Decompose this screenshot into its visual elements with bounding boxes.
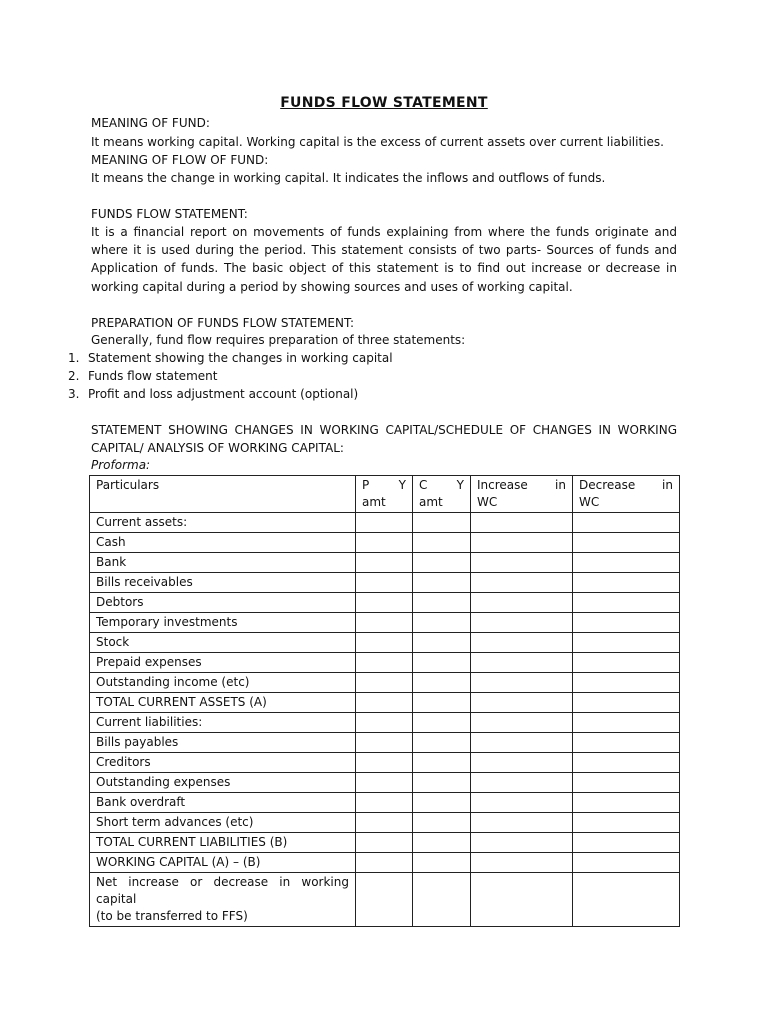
increase-cell bbox=[471, 773, 573, 793]
increase-cell bbox=[471, 873, 573, 927]
cy-cell bbox=[413, 713, 471, 733]
table-row bbox=[90, 713, 680, 733]
page-title: FUNDS FLOW STATEMENT bbox=[280, 95, 488, 111]
row-label: Current assets: bbox=[90, 513, 356, 533]
table-row bbox=[90, 513, 680, 533]
header-decrease-wc: WC bbox=[579, 495, 600, 509]
py-cell bbox=[356, 553, 413, 573]
table-row bbox=[90, 613, 680, 633]
increase-cell bbox=[471, 573, 573, 593]
cy-cell bbox=[413, 813, 471, 833]
net-change-note: (to be transferred to FFS) bbox=[96, 909, 248, 923]
increase-cell bbox=[471, 613, 573, 633]
decrease-cell bbox=[573, 573, 680, 593]
decrease-cell bbox=[573, 773, 680, 793]
working-capital-table bbox=[89, 475, 680, 927]
row-label: Bank overdraft bbox=[90, 793, 356, 813]
net-change-label: Net increase or decrease in working capital bbox=[96, 875, 349, 906]
list-item-text: Funds flow statement bbox=[88, 369, 218, 383]
row-label: Current liabilities: bbox=[90, 713, 356, 733]
header-decrease-in: in bbox=[662, 478, 673, 492]
py-cell bbox=[356, 753, 413, 773]
meaning-of-fund-heading: MEANING OF FUND: bbox=[91, 116, 210, 130]
cy-cell bbox=[413, 833, 471, 853]
table-row bbox=[90, 793, 680, 813]
header-py-y: Y bbox=[398, 478, 406, 492]
decrease-cell bbox=[573, 513, 680, 533]
cy-cell bbox=[413, 653, 471, 673]
decrease-cell bbox=[573, 833, 680, 853]
table-row bbox=[90, 753, 680, 773]
decrease-cell bbox=[573, 553, 680, 573]
increase-cell bbox=[471, 533, 573, 553]
list-item bbox=[68, 387, 358, 401]
increase-cell bbox=[471, 813, 573, 833]
row-label: TOTAL CURRENT LIABILITIES (B) bbox=[90, 833, 356, 853]
py-cell bbox=[356, 573, 413, 593]
increase-cell bbox=[471, 653, 573, 673]
py-cell bbox=[356, 633, 413, 653]
py-cell bbox=[356, 733, 413, 753]
cy-cell bbox=[413, 853, 471, 873]
header-decrease bbox=[573, 476, 680, 513]
increase-cell bbox=[471, 833, 573, 853]
table-row bbox=[90, 553, 680, 573]
header-decrease-word: Decrease bbox=[579, 478, 636, 492]
row-label: Temporary investments bbox=[90, 613, 356, 633]
row-label: Prepaid expenses bbox=[90, 653, 356, 673]
increase-cell bbox=[471, 693, 573, 713]
cy-cell bbox=[413, 793, 471, 813]
decrease-cell bbox=[573, 733, 680, 753]
cy-cell bbox=[413, 593, 471, 613]
row-label: WORKING CAPITAL (A) – (B) bbox=[90, 853, 356, 873]
decrease-cell bbox=[573, 593, 680, 613]
increase-cell bbox=[471, 753, 573, 773]
meaning-of-flow-heading: MEANING OF FLOW OF FUND: bbox=[91, 153, 269, 167]
table-row-net-change bbox=[90, 873, 680, 927]
row-label: Bills payables bbox=[90, 733, 356, 753]
py-cell bbox=[356, 613, 413, 633]
cy-cell bbox=[413, 693, 471, 713]
decrease-cell bbox=[573, 713, 680, 733]
cy-cell bbox=[413, 533, 471, 553]
row-label: TOTAL CURRENT ASSETS (A) bbox=[90, 693, 356, 713]
cy-cell bbox=[413, 613, 471, 633]
py-cell bbox=[356, 873, 413, 927]
py-cell bbox=[356, 773, 413, 793]
table-row bbox=[90, 633, 680, 653]
row-label: Outstanding expenses bbox=[90, 773, 356, 793]
row-label: Debtors bbox=[90, 593, 356, 613]
working-capital-heading: STATEMENT SHOWING CHANGES IN WORKING CAPITAL/SCHEDULE OF CHANGES IN WORKING CAPITAL/ ANALYSIS OF WORKING CAPITAL: bbox=[91, 423, 677, 456]
row-label: Bank bbox=[90, 553, 356, 573]
decrease-cell bbox=[573, 613, 680, 633]
py-cell bbox=[356, 653, 413, 673]
increase-cell bbox=[471, 633, 573, 653]
header-cy-c: C bbox=[419, 478, 428, 492]
header-particulars: Particulars bbox=[90, 476, 356, 513]
table-row bbox=[90, 673, 680, 693]
preparation-heading: PREPARATION OF FUNDS FLOW STATEMENT: bbox=[91, 316, 355, 330]
header-py-p: P bbox=[362, 478, 370, 492]
increase-cell bbox=[471, 713, 573, 733]
increase-cell bbox=[471, 513, 573, 533]
header-increase-in: in bbox=[555, 478, 566, 492]
table-row bbox=[90, 733, 680, 753]
decrease-cell bbox=[573, 673, 680, 693]
header-cy-y: Y bbox=[456, 478, 464, 492]
list-item-number: 3. bbox=[68, 387, 80, 401]
row-label: Cash bbox=[90, 533, 356, 553]
row-label: Short term advances (etc) bbox=[90, 813, 356, 833]
cy-cell bbox=[413, 873, 471, 927]
decrease-cell bbox=[573, 853, 680, 873]
py-cell bbox=[356, 693, 413, 713]
cy-cell bbox=[413, 733, 471, 753]
decrease-cell bbox=[573, 533, 680, 553]
list-item-text: Statement showing the changes in working capital bbox=[88, 351, 393, 365]
table-row bbox=[90, 573, 680, 593]
increase-cell bbox=[471, 853, 573, 873]
py-cell bbox=[356, 513, 413, 533]
row-label: Outstanding income (etc) bbox=[90, 673, 356, 693]
cy-cell bbox=[413, 753, 471, 773]
cy-cell bbox=[413, 633, 471, 653]
increase-cell bbox=[471, 553, 573, 573]
list-item-number: 1. bbox=[68, 351, 80, 365]
decrease-cell bbox=[573, 813, 680, 833]
header-increase-word: Increase bbox=[477, 478, 528, 492]
header-cy-amt-label: amt bbox=[419, 495, 443, 509]
table-row bbox=[90, 813, 680, 833]
increase-cell bbox=[471, 673, 573, 693]
table-row bbox=[90, 853, 680, 873]
proforma-label: Proforma: bbox=[91, 458, 151, 472]
table-row bbox=[90, 533, 680, 553]
increase-cell bbox=[471, 593, 573, 613]
row-label: Stock bbox=[90, 633, 356, 653]
ffs-heading: FUNDS FLOW STATEMENT: bbox=[91, 207, 248, 221]
increase-cell bbox=[471, 793, 573, 813]
table-row bbox=[90, 833, 680, 853]
table-row bbox=[90, 773, 680, 793]
header-py-amt-label: amt bbox=[362, 495, 386, 509]
header-increase bbox=[471, 476, 573, 513]
py-cell bbox=[356, 593, 413, 613]
py-cell bbox=[356, 713, 413, 733]
decrease-cell bbox=[573, 793, 680, 813]
row-label: Bills receivables bbox=[90, 573, 356, 593]
list-item bbox=[68, 369, 217, 383]
decrease-cell bbox=[573, 693, 680, 713]
cy-cell bbox=[413, 673, 471, 693]
row-label: Creditors bbox=[90, 753, 356, 773]
row-label-net-change bbox=[90, 873, 356, 927]
table-row bbox=[90, 653, 680, 673]
cy-cell bbox=[413, 553, 471, 573]
meaning-of-flow-text: It means the change in working capital. It indicates the inflows and outflows of funds. bbox=[91, 171, 606, 185]
table-row bbox=[90, 693, 680, 713]
decrease-cell bbox=[573, 753, 680, 773]
table-row bbox=[90, 593, 680, 613]
list-item-text: Profit and loss adjustment account (optional) bbox=[88, 387, 359, 401]
meaning-of-fund-text: It means working capital. Working capital is the excess of current assets over current liabilities. bbox=[91, 135, 664, 149]
py-cell bbox=[356, 853, 413, 873]
py-cell bbox=[356, 813, 413, 833]
py-cell bbox=[356, 673, 413, 693]
cy-cell bbox=[413, 773, 471, 793]
list-item bbox=[68, 351, 393, 365]
py-cell bbox=[356, 793, 413, 813]
decrease-cell bbox=[573, 633, 680, 653]
increase-cell bbox=[471, 733, 573, 753]
header-increase-wc: WC bbox=[477, 495, 498, 509]
py-cell bbox=[356, 833, 413, 853]
header-py-amt bbox=[356, 476, 413, 513]
decrease-cell bbox=[573, 873, 680, 927]
list-item-number: 2. bbox=[68, 369, 80, 383]
cy-cell bbox=[413, 573, 471, 593]
decrease-cell bbox=[573, 653, 680, 673]
table-header-row bbox=[90, 476, 680, 513]
cy-cell bbox=[413, 513, 471, 533]
ffs-paragraph: It is a financial report on movements of funds explaining from where the funds originate and where it is used during the period. This statement consists of two parts- Sources of funds and Application of funds. The basic object of this statement is to find out increase or decrease in working capital during a period by showing sources and uses of working capital. bbox=[91, 225, 677, 294]
preparation-text: Generally, fund flow requires preparation of three statements: bbox=[91, 333, 466, 347]
py-cell bbox=[356, 533, 413, 553]
header-cy-amt bbox=[413, 476, 471, 513]
